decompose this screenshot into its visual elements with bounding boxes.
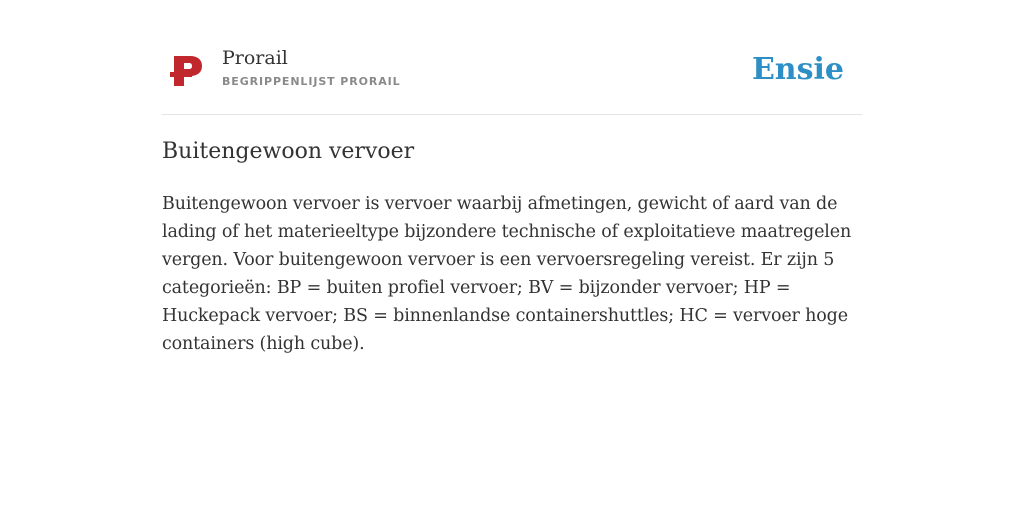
prorail-logo-icon[interactable] xyxy=(170,52,204,90)
page-title: Buitengewoon vervoer xyxy=(162,139,415,164)
header xyxy=(162,40,862,115)
ensie-logo-link[interactable]: Ensie xyxy=(751,52,844,87)
brand xyxy=(222,46,401,89)
definition-text: Buitengewoon vervoer is vervoer waarbij afmetingen, gewicht of aard van de lading of het materieeltype bijzondere technische of exploitatieve maatregelen vergen. Voor buitengewoon vervoer is een vervoersregeling vereist. Er zijn 5 categorieën: BP = buiten profiel vervoer; BV = bijzonder vervoer; HP = Huckepack vervoer; BS = binnenlandse containershuttles; HC = vervoer hoge containers (high cube). xyxy=(162,194,852,354)
brand-name[interactable]: Prorail xyxy=(222,47,288,69)
brand-subtitle: BEGRIPPENLIJST PRORAIL xyxy=(222,75,401,88)
